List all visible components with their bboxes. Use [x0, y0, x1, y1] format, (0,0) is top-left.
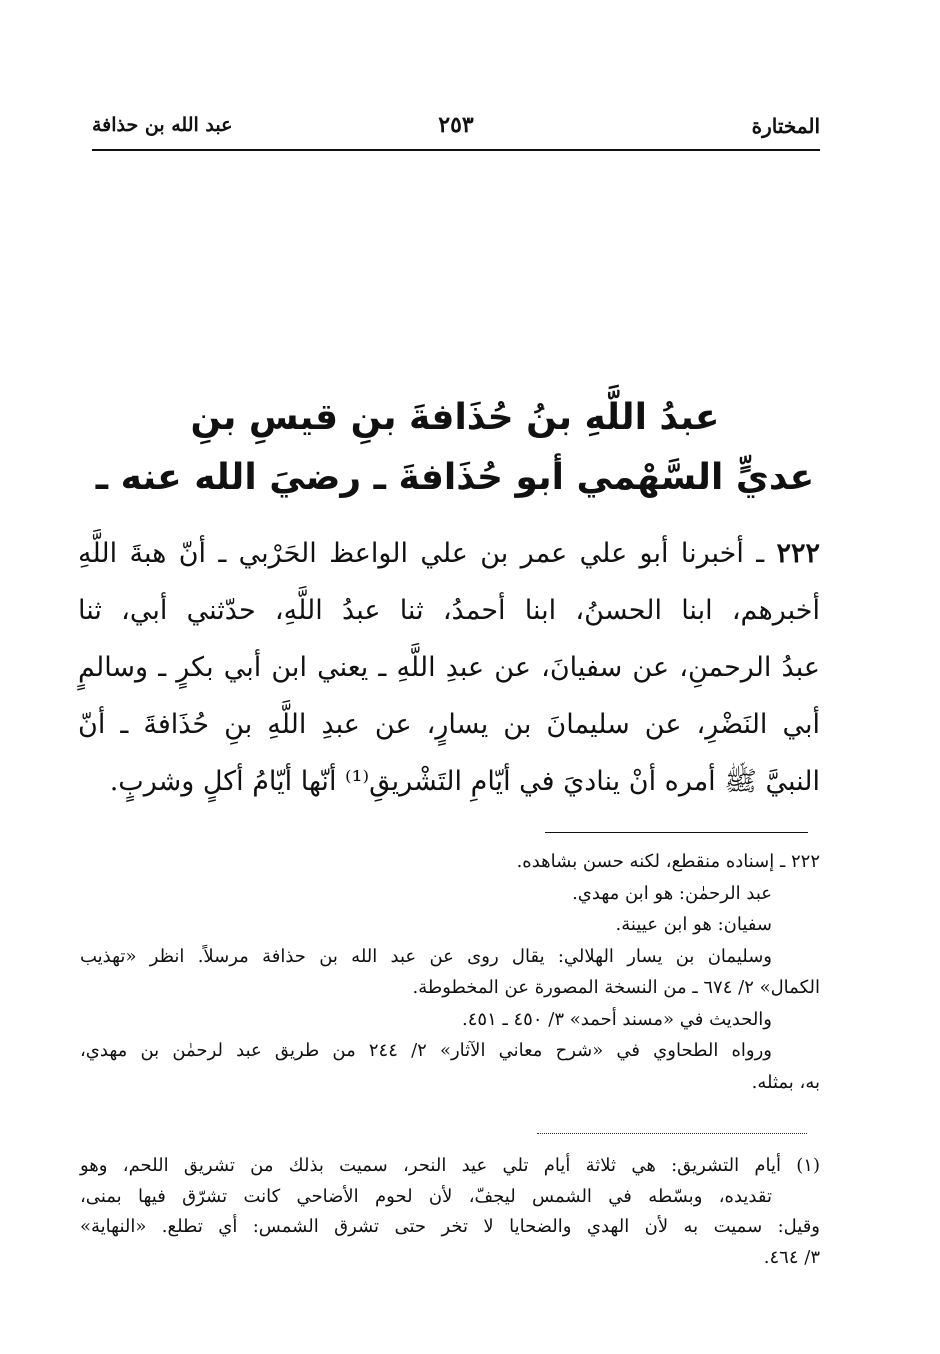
commentary-line-6: والحديث في «مسند أحمد» ٣/ ٤٥٠ ـ ٤٥١. — [462, 1008, 772, 1030]
book-title: المختارة — [751, 114, 820, 138]
footnote-line-2: تقديده، وبسّطه في الشمس ليجفّ، لأن لحوم الأضاحي كانت تشرّق فيها بمنى، — [80, 1185, 772, 1207]
commentary-line-2: عبد الرحمٰن: هو ابن مهدي. — [572, 882, 772, 904]
commentary-line-7: ورواه الطحاوي في «شرح معاني الآثار» ٢/ ٢٤٤ من طريق عبد لرحمٰن بن مهدي، — [80, 1040, 772, 1061]
chapter-running-title: عبد الله بن حذافة — [92, 114, 233, 136]
hadith-line-4: أبي النَضْرِ، عن سليمانَ بن يسارٍ، عن عبدِ اللَّهِ بنِ حُذَافةَ ـ أنّ — [78, 709, 820, 740]
commentary-line-5: الكمال» ٢/ ٦٧٤ ـ من النسخة المصورة عن المخطوطة. — [412, 977, 820, 998]
commentary-line-3: سفيان: هو ابن عيينة. — [615, 914, 772, 935]
chapter-title-line-2: عديٍّ السَّهْمي أبو حُذَافةَ ـ رضيَ الله عنه ـ — [95, 457, 815, 498]
page-number: ٢٥٣ — [438, 112, 474, 138]
hadith-number: ٢٢٢ — [776, 538, 820, 569]
commentary-line-8: به، بمثله. — [751, 1071, 820, 1093]
footnote-separator — [537, 1133, 807, 1134]
commentary — [80, 846, 820, 1098]
chapter-title-line-1: عبدُ اللَّهِ بنُ حُذَافةَ بنِ قيسِ بنِ — [190, 397, 720, 438]
commentary-separator — [545, 832, 808, 833]
hadith-line-2: أخبرهم، ابنا الحسنُ، ابنا أحمدُ، ثنا عبدُ اللَّهِ، حدّثني أبي، ثنا — [78, 595, 820, 626]
footnote — [80, 1151, 820, 1273]
hadith-line-3: عبدُ الرحمنِ، عن سفيانَ، عن عبدِ اللَّهِ ـ يعني ابن أبي بكرٍ ـ وسالمٍ — [78, 652, 820, 683]
commentary-line-1: ٢٢٢ ـ إسناده منقطع، لكنه حسن بشاهده. — [516, 851, 820, 872]
chapter-title — [90, 388, 820, 508]
header-rule — [92, 149, 820, 151]
footnote-line-4: ٣/ ٤٦٤. — [763, 1246, 820, 1268]
running-header — [92, 108, 820, 148]
footnote-line-1: (١) أيام التشريق: هي ثلاثة أيام تلي عيد النحر، سميت بذلك من تشريق اللحم، وهو — [80, 1155, 820, 1176]
hadith-line-5: النبيَّ ﷺ أمره أنْ يناديَ في أيّامِ التَشْريقِ⁽¹⁾ أنّها أيّامُ أكلٍ وشربٍ. — [109, 766, 820, 797]
hadith-line-1 — [78, 525, 820, 582]
footnote-line-3: وقيل: سميت به لأن الهدي والضحايا لا تخر حتى تشرق الشمس: أي تطلع. «النهاية» — [80, 1216, 820, 1237]
hadith-text — [78, 525, 820, 810]
commentary-line-4: وسليمان بن يسار الهلالي: يقال روى عن عبد الله بن حذافة مرسلاً. انظر «تهذيب — [80, 945, 772, 967]
hadith-line-1-text: ـ أخبرنا أبو علي عمر بن علي الواعظ الحَرْبي ـ أنّ هبةَ اللَّهِ — [78, 538, 765, 569]
